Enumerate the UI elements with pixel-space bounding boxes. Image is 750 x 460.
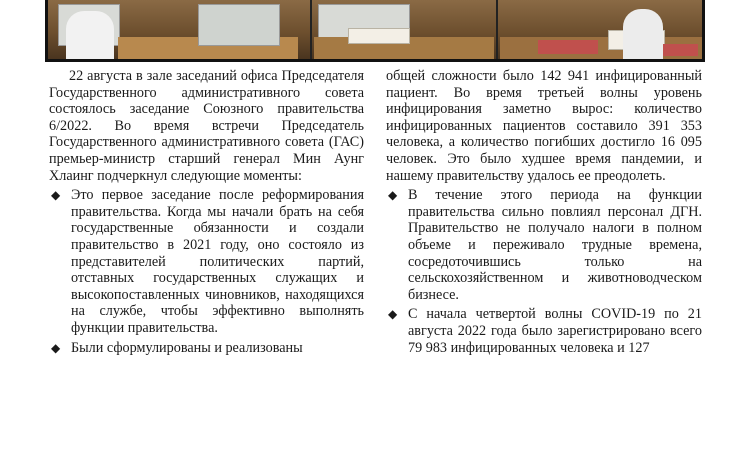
bullet-diamond-icon: ◆	[388, 307, 398, 322]
bullet-diamond-icon: ◆	[388, 188, 398, 203]
bullet-diamond-icon: ◆	[51, 340, 61, 355]
meeting-photo	[45, 0, 705, 62]
continuation-paragraph: общей сложности было 142 941 инфицированный пациент. Во время третьей волны уровень инфицирования заметно вырос: количество инфицированных пациентов составило 391 353 человека, а количество погибших достигло 16 095 человек. Это было худшее время пандемии, и нашему правительству удалось ее преодолеть.	[386, 68, 702, 184]
right-bullet-list	[386, 187, 702, 356]
right-column	[386, 68, 702, 356]
left-bullet-list	[49, 187, 364, 356]
intro-paragraph: 22 августа в зале заседаний офиса Председателя Государственного административного совета состоялось заседание Союзного правительства 6/2022. Во время встречи Председатель Государственного административного совета (ГАС) премьер-министр старший генерал Мин Аунг Хлаинг подчеркнул следующие моменты:	[49, 68, 364, 184]
list-item: ◆ В течение этого периода на функции правительства сильно повлиял персонал ДГН. Правительство не получало налоги в полном объеме и переживало трудные времена, сосредоточившись только на сельскохозяйственном и животноводческом бизнесе.	[388, 187, 702, 303]
list-item: ◆ Это первое заседание после реформирования правительства. Когда мы начали брать на себя государственные обязанности и создали правительство в 2021 году, оно состояло из представителей политических партий, отставных государственных служащих и высокопоставленных чиновников, находящихся на службе, чтобы эффективно выполнять функции правительства.	[51, 187, 364, 336]
left-column	[49, 68, 364, 356]
list-item: ◆ С начала четвертой волны COVID-19 по 21 августа 2022 года было зарегистрировано всего 79 983 инфицированных человека и 127	[388, 306, 702, 356]
list-item: ◆ Были сформулированы и реализованы	[51, 339, 303, 356]
bullet-diamond-icon: ◆	[51, 188, 61, 203]
